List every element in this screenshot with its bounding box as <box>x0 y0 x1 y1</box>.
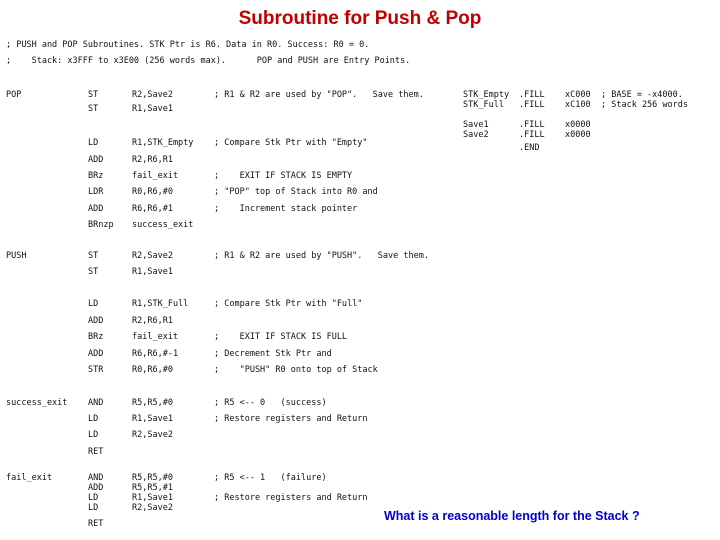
code-operands: R2,R6,R1 <box>132 316 173 326</box>
code-label: POP <box>6 90 22 100</box>
code-comment: ; Restore registers and Return <box>214 493 368 503</box>
data-directive: .FILL <box>519 120 545 130</box>
code-label: PUSH <box>6 251 27 261</box>
code-opcode: ADD <box>88 483 104 493</box>
data-comment: ; Stack 256 words <box>601 100 688 110</box>
code-operands: R2,Save2 <box>132 90 173 100</box>
code-opcode: LD <box>88 503 99 513</box>
code-label: fail_exit <box>6 473 53 483</box>
code-opcode: BRz <box>88 171 104 181</box>
code-opcode: ST <box>88 90 99 100</box>
code-operands: R2,Save2 <box>132 251 173 261</box>
code-operands: R1,STK_Full <box>132 299 189 309</box>
data-value: x0000 <box>565 130 591 140</box>
data-directive: .FILL <box>519 90 545 100</box>
code-comment: ; R1 & R2 are used by "PUSH". Save them. <box>214 251 429 261</box>
code-opcode: BRz <box>88 332 104 342</box>
code-operands: success_exit <box>132 220 194 230</box>
data-directive: .END <box>519 143 540 153</box>
code-opcode: LDR <box>88 187 104 197</box>
code-comment: ; EXIT IF STACK IS EMPTY <box>214 171 353 181</box>
code-comment: ; Restore registers and Return <box>214 414 368 424</box>
code-opcode: STR <box>88 365 104 375</box>
code-opcode: LD <box>88 430 99 440</box>
code-comment: ; Compare Stk Ptr with "Empty" <box>214 138 368 148</box>
code-opcode: ADD <box>88 155 104 165</box>
code-opcode: LD <box>88 493 99 503</box>
code-operands: R2,Save2 <box>132 430 173 440</box>
code-operands: R0,R6,#0 <box>132 365 173 375</box>
data-value: xC000 <box>565 90 591 100</box>
code-opcode: LD <box>88 299 99 309</box>
code-comment: ; R1 & R2 are used by "POP". Save them. <box>214 90 424 100</box>
code-operands: R2,R6,R1 <box>132 155 173 165</box>
code-comment: ; Increment stack pointer <box>214 204 358 214</box>
code-operands: R6,R6,#1 <box>132 204 173 214</box>
code-opcode: LD <box>88 414 99 424</box>
header-comment: ; PUSH and POP Subroutines. STK Ptr is R6. Data in R0. Success: R0 = 0. <box>6 40 370 50</box>
data-label: STK_Full <box>463 100 504 110</box>
code-opcode: BRnzp <box>88 220 114 230</box>
code-opcode: RET <box>88 519 104 529</box>
code-comment: ; "PUSH" R0 onto top of Stack <box>214 365 378 375</box>
data-directive: .FILL <box>519 130 545 140</box>
data-directive: .FILL <box>519 100 545 110</box>
data-comment: ; BASE = -x4000. <box>601 90 683 100</box>
code-opcode: ST <box>88 267 99 277</box>
code-opcode: RET <box>88 447 104 457</box>
code-comment: ; EXIT IF STACK IS FULL <box>214 332 348 342</box>
code-comment: ; Compare Stk Ptr with "Full" <box>214 299 363 309</box>
question-text: What is a reasonable length for the Stack ? <box>384 509 640 523</box>
code-opcode: LD <box>88 138 99 148</box>
code-comment: ; "POP" top of Stack into R0 and <box>214 187 378 197</box>
code-label: success_exit <box>6 398 68 408</box>
code-operands: R1,Save1 <box>132 267 173 277</box>
code-opcode: ADD <box>88 316 104 326</box>
data-value: xC100 <box>565 100 591 110</box>
code-operands: R1,Save1 <box>132 493 173 503</box>
data-label: Save1 <box>463 120 489 130</box>
code-operands: R1,Save1 <box>132 104 173 114</box>
slide-title: Subroutine for Push & Pop <box>238 8 482 29</box>
code-opcode: ST <box>88 251 99 261</box>
code-opcode: AND <box>88 398 104 408</box>
data-label: Save2 <box>463 130 489 140</box>
code-operands: R5,R5,#1 <box>132 483 173 493</box>
code-opcode: AND <box>88 473 104 483</box>
code-operands: fail_exit <box>132 332 179 342</box>
code-operands: R5,R5,#0 <box>132 398 173 408</box>
code-operands: R1,STK_Empty <box>132 138 194 148</box>
code-opcode: ADD <box>88 349 104 359</box>
code-comment: ; R5 <-- 1 (failure) <box>214 473 327 483</box>
code-operands: R2,Save2 <box>132 503 173 513</box>
code-operands: R1,Save1 <box>132 414 173 424</box>
data-value: x0000 <box>565 120 591 130</box>
code-operands: R0,R6,#0 <box>132 187 173 197</box>
header-comment: ; Stack: x3FFF to x3E00 (256 words max). POP and PUSH are Entry Points. <box>6 56 411 66</box>
code-opcode: ADD <box>88 204 104 214</box>
data-label: STK_Empty <box>463 90 510 100</box>
code-operands: fail_exit <box>132 171 179 181</box>
code-operands: R6,R6,#-1 <box>132 349 179 359</box>
code-opcode: ST <box>88 104 99 114</box>
code-comment: ; Decrement Stk Ptr and <box>214 349 332 359</box>
code-comment: ; R5 <-- 0 (success) <box>214 398 327 408</box>
code-operands: R5,R5,#0 <box>132 473 173 483</box>
